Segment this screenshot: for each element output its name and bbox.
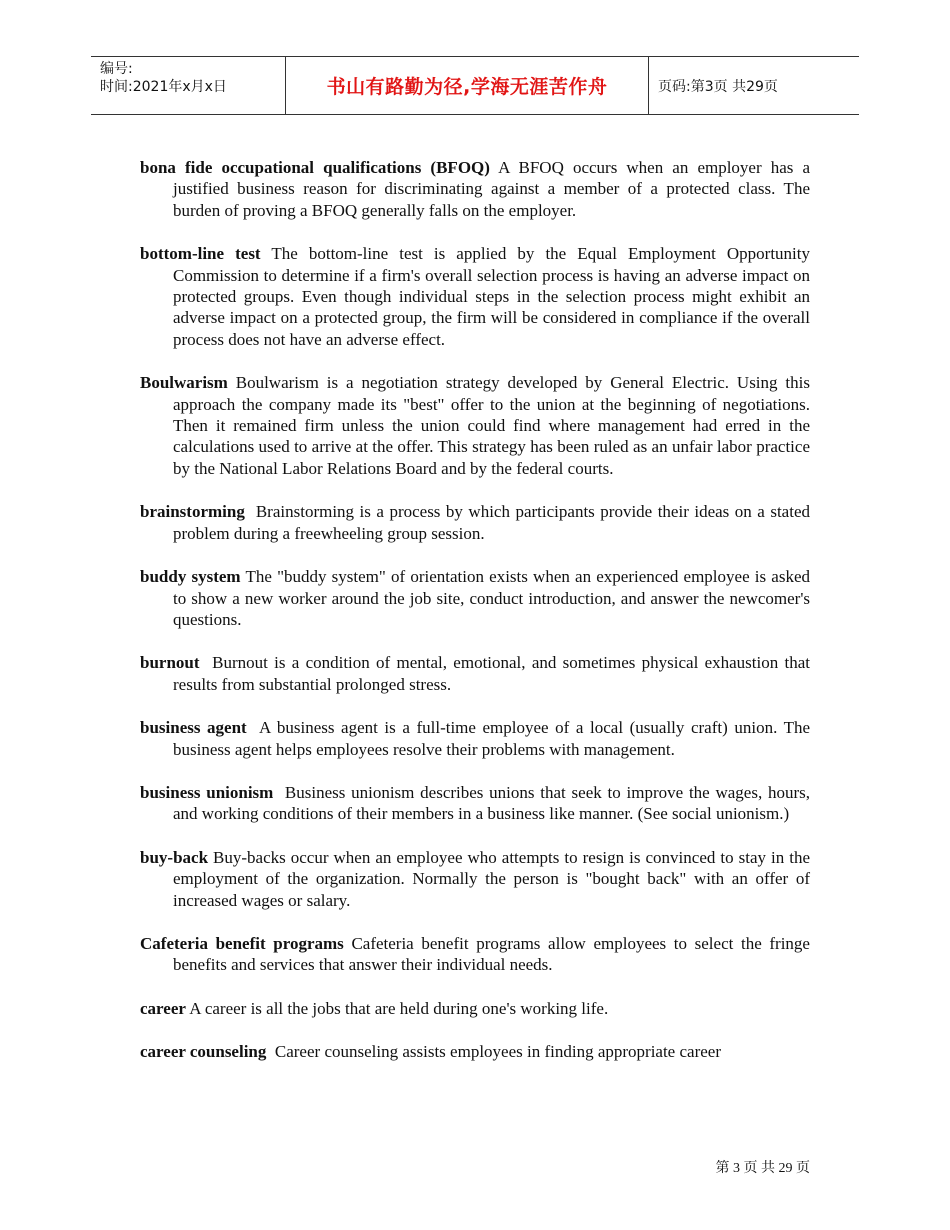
glossary-definition: The bottom-line test is applied by the Equal Employment Opportunity Commission to determine if a firm's overall selection process is having an adverse impact on protected groups. Even though individual steps in the selection process might exhibit an adverse impact on a protected group, the firm will be considered in compliance if the overall process does not have an adverse effect. — [173, 244, 810, 349]
document-time-label: 时间:2021年x月x日 — [100, 79, 227, 95]
glossary-term: buy-back — [140, 847, 209, 867]
glossary-definition: Boulwarism is a negotiation strategy developed by General Electric. Using this approach the company made its "best" offer to the union at the beginning of negotiations. Then it remained firm unless the union could find where management had erred in the calculations used to arrive at the offer. This strategy has been ruled as an unfair labor practice by the National Labor Relations Board and by the federal courts. — [173, 373, 810, 478]
glossary-definition: A career is all the jobs that are held during one's working life. — [189, 998, 609, 1018]
page-header — [91, 56, 859, 115]
glossary-term: Boulwarism — [140, 373, 228, 393]
glossary-definition: Cafeteria benefit programs allow employees to select the fringe benefits and services that answer their individual needs. — [173, 933, 810, 975]
glossary-entry — [140, 372, 810, 479]
document-number-label: 编号: — [100, 61, 133, 77]
glossary-entry — [140, 933, 810, 976]
glossary-term: Cafeteria benefit programs — [140, 933, 344, 953]
glossary-definition: Career counseling assists employees in finding appropriate career — [274, 1042, 721, 1062]
glossary-definition: The "buddy system" of orientation exists when an experienced employee is asked to show a new worker around the job site, conduct introduction, and answer the newcomer's questions. — [173, 567, 811, 629]
glossary-entry — [140, 782, 810, 825]
glossary-entry — [140, 501, 810, 544]
glossary-term: career — [140, 998, 186, 1018]
glossary-term: business unionism — [140, 782, 274, 802]
glossary-definition: Burnout is a condition of mental, emotional, and sometimes physical exhaustion that results from substantial prolonged stress. — [173, 653, 811, 694]
glossary-entry — [140, 566, 810, 630]
glossary-term: brainstorming — [140, 502, 245, 522]
glossary-entry — [140, 652, 810, 695]
glossary-term: bottom-line test — [140, 244, 261, 264]
glossary-definition: A BFOQ occurs when an employer has a justified business reason for discriminating against a member of a protected class. The burden of proving a BFOQ generally falls on the employer. — [173, 158, 811, 220]
glossary-term: buddy system — [140, 567, 241, 587]
header-page-info: 页码:第3页 共29页 — [658, 78, 778, 95]
page-footer: 第 3 页 共 29 页 — [715, 1161, 810, 1176]
glossary-definition: Buy-backs occur when an employee who attempts to resign is convinced to stay in the employment of the organization. Normally the person is "bought back" with an offer of increased wages or salary. — [173, 847, 810, 910]
glossary-definition: A business agent is a full-time employee of a local (usually craft) union. The business agent helps employees resolve their problems with management. — [173, 718, 811, 759]
glossary-entry — [140, 243, 810, 350]
header-motto: 书山有路勤为径,学海无涯苦作舟 — [286, 57, 649, 114]
glossary-entry — [140, 847, 810, 911]
glossary-definition: Brainstorming is a process by which participants provide their ideas on a stated problem during a freewheeling group session. — [173, 502, 810, 543]
glossary-term: burnout — [140, 653, 200, 673]
glossary-term: bona fide occupational qualifications (BFOQ) — [140, 158, 490, 177]
glossary-entry — [140, 998, 810, 1019]
header-meta — [91, 57, 286, 114]
glossary-entry — [140, 1041, 810, 1062]
glossary-entry — [140, 717, 810, 760]
glossary-entry — [140, 157, 810, 221]
glossary-term: career counseling — [140, 1042, 267, 1062]
glossary-term: business agent — [140, 718, 247, 738]
glossary-definition: Business unionism describes unions that seek to improve the wages, hours, and working conditions of their members in a business like manner. (See social unionism.) — [173, 782, 811, 824]
glossary-content — [140, 157, 810, 1085]
